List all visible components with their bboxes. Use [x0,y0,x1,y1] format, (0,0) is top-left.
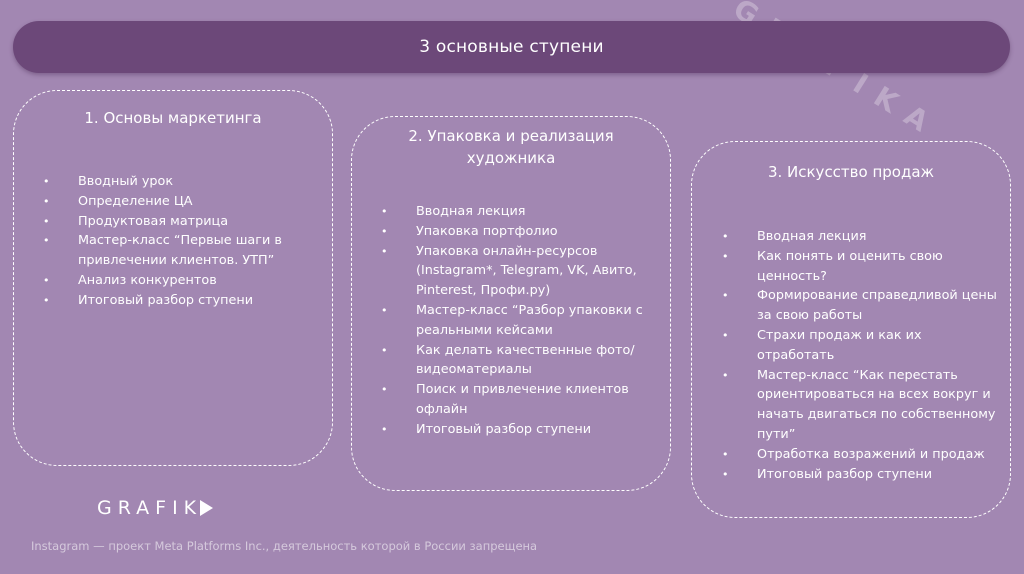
list-item: • Вводная лекция [722,227,1002,247]
list-item: • Определение ЦА [43,192,303,212]
list-item: • Страхи продаж и как их отработать [722,326,1002,366]
stage-card-title: 1. Основы маркетинга [84,109,262,127]
list-item: • Мастер-класс “Как перестать ориентироваться на всех вокруг и начать двигаться по собственному пути” [722,366,1002,445]
list-item: • Отработка возражений и продаж [722,445,1002,465]
list-item: • Мастер-класс “Первые шаги в привлечении клиентов. УТП” [43,231,303,271]
stage-card-1 [13,90,333,466]
list-item: • Упаковка портфолио [381,222,656,242]
list-item: • Поиск и привлечение клиентов офлайн [381,380,656,420]
list-item: • Итоговый разбор ступени [381,420,656,440]
list-item: • Как делать качественные фото/видеоматериалы [381,341,656,381]
logo-triangle-icon [200,500,213,516]
stage-card-list [43,172,303,311]
stage-card-3 [691,141,1011,518]
list-item: • Упаковка онлайн-ресурсов (Instagram*, Telegram, VK, Авито, Pinterest, Профи.ру) [381,242,656,301]
list-item: • Итоговый разбор ступени [43,291,303,311]
stage-card-title: 2. Упаковка и реализация художника [408,127,614,167]
stage-card-2 [351,116,671,491]
title-bar [13,21,1010,73]
stage-card-list [381,202,656,440]
list-item: • Мастер-класс “Разбор упаковки с реальными кейсами [381,301,656,341]
page-title: 3 основные ступени [419,37,604,57]
stage-card-list [722,227,1002,484]
grafika-logo [97,497,213,519]
list-item: • Формирование справедливой цены за свою работы [722,286,1002,326]
list-item: • Анализ конкурентов [43,271,303,291]
footer-disclaimer: Instagram — проект Meta Platforms Inc., деятельность которой в России запрещена [31,539,538,553]
list-item: • Вводная лекция [381,202,656,222]
list-item: • Как понять и оценить свою ценность? [722,247,1002,287]
list-item: • Вводный урок [43,172,303,192]
list-item: • Итоговый разбор ступени [722,465,1002,485]
stage-card-title: 3. Искусство продаж [767,163,935,181]
logo-text: GRAFIK [97,497,203,519]
list-item: • Продуктовая матрица [43,212,303,232]
